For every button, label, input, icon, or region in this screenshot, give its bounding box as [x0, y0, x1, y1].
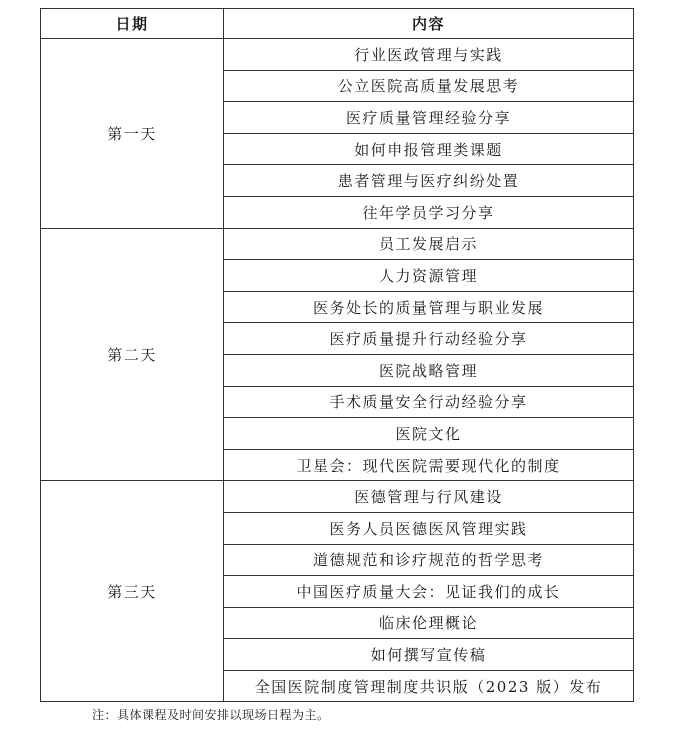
session-topic-cell: 员工发展启示	[224, 228, 634, 260]
session-topic-cell: 往年学员学习分享	[224, 196, 634, 228]
day-label-cell: 第三天	[41, 481, 224, 702]
session-topic-cell: 临床伦理概论	[224, 607, 634, 639]
table-row	[41, 481, 634, 513]
day-label-cell: 第二天	[41, 228, 224, 481]
content-column-header: 内容	[224, 9, 634, 39]
table-row	[41, 39, 634, 71]
schedule-table	[40, 8, 634, 702]
session-topic-cell: 医务处长的质量管理与职业发展	[224, 291, 634, 323]
session-topic-cell: 中国医疗质量大会：见证我们的成长	[224, 576, 634, 608]
session-topic-cell: 医院战略管理	[224, 354, 634, 386]
day-label-cell: 第一天	[41, 39, 224, 229]
session-topic-cell: 医务人员医德医风管理实践	[224, 512, 634, 544]
footnote: 注：具体课程及时间安排以现场日程为主。	[92, 708, 330, 722]
table-row	[41, 228, 634, 260]
session-topic-cell: 行业医政管理与实践	[224, 39, 634, 71]
table-header-row	[41, 9, 634, 39]
date-column-header: 日期	[41, 9, 224, 39]
session-topic-cell: 卫星会：现代医院需要现代化的制度	[224, 449, 634, 481]
session-topic-cell: 人力资源管理	[224, 260, 634, 292]
session-topic-cell: 医院文化	[224, 418, 634, 450]
schedule-body	[41, 39, 634, 702]
session-topic-cell: 公立医院高质量发展思考	[224, 70, 634, 102]
session-topic-cell: 医德管理与行风建设	[224, 481, 634, 513]
session-topic-cell: 道德规范和诊疗规范的哲学思考	[224, 544, 634, 576]
session-topic-cell: 医疗质量管理经验分享	[224, 102, 634, 134]
session-topic-cell: 患者管理与医疗纠纷处置	[224, 165, 634, 197]
session-topic-cell: 医疗质量提升行动经验分享	[224, 323, 634, 355]
session-topic-cell: 如何申报管理类课题	[224, 133, 634, 165]
session-topic-cell: 全国医院制度管理制度共识版（2023 版）发布	[224, 670, 634, 702]
session-topic-cell: 如何撰写宣传稿	[224, 639, 634, 671]
session-topic-cell: 手术质量安全行动经验分享	[224, 386, 634, 418]
